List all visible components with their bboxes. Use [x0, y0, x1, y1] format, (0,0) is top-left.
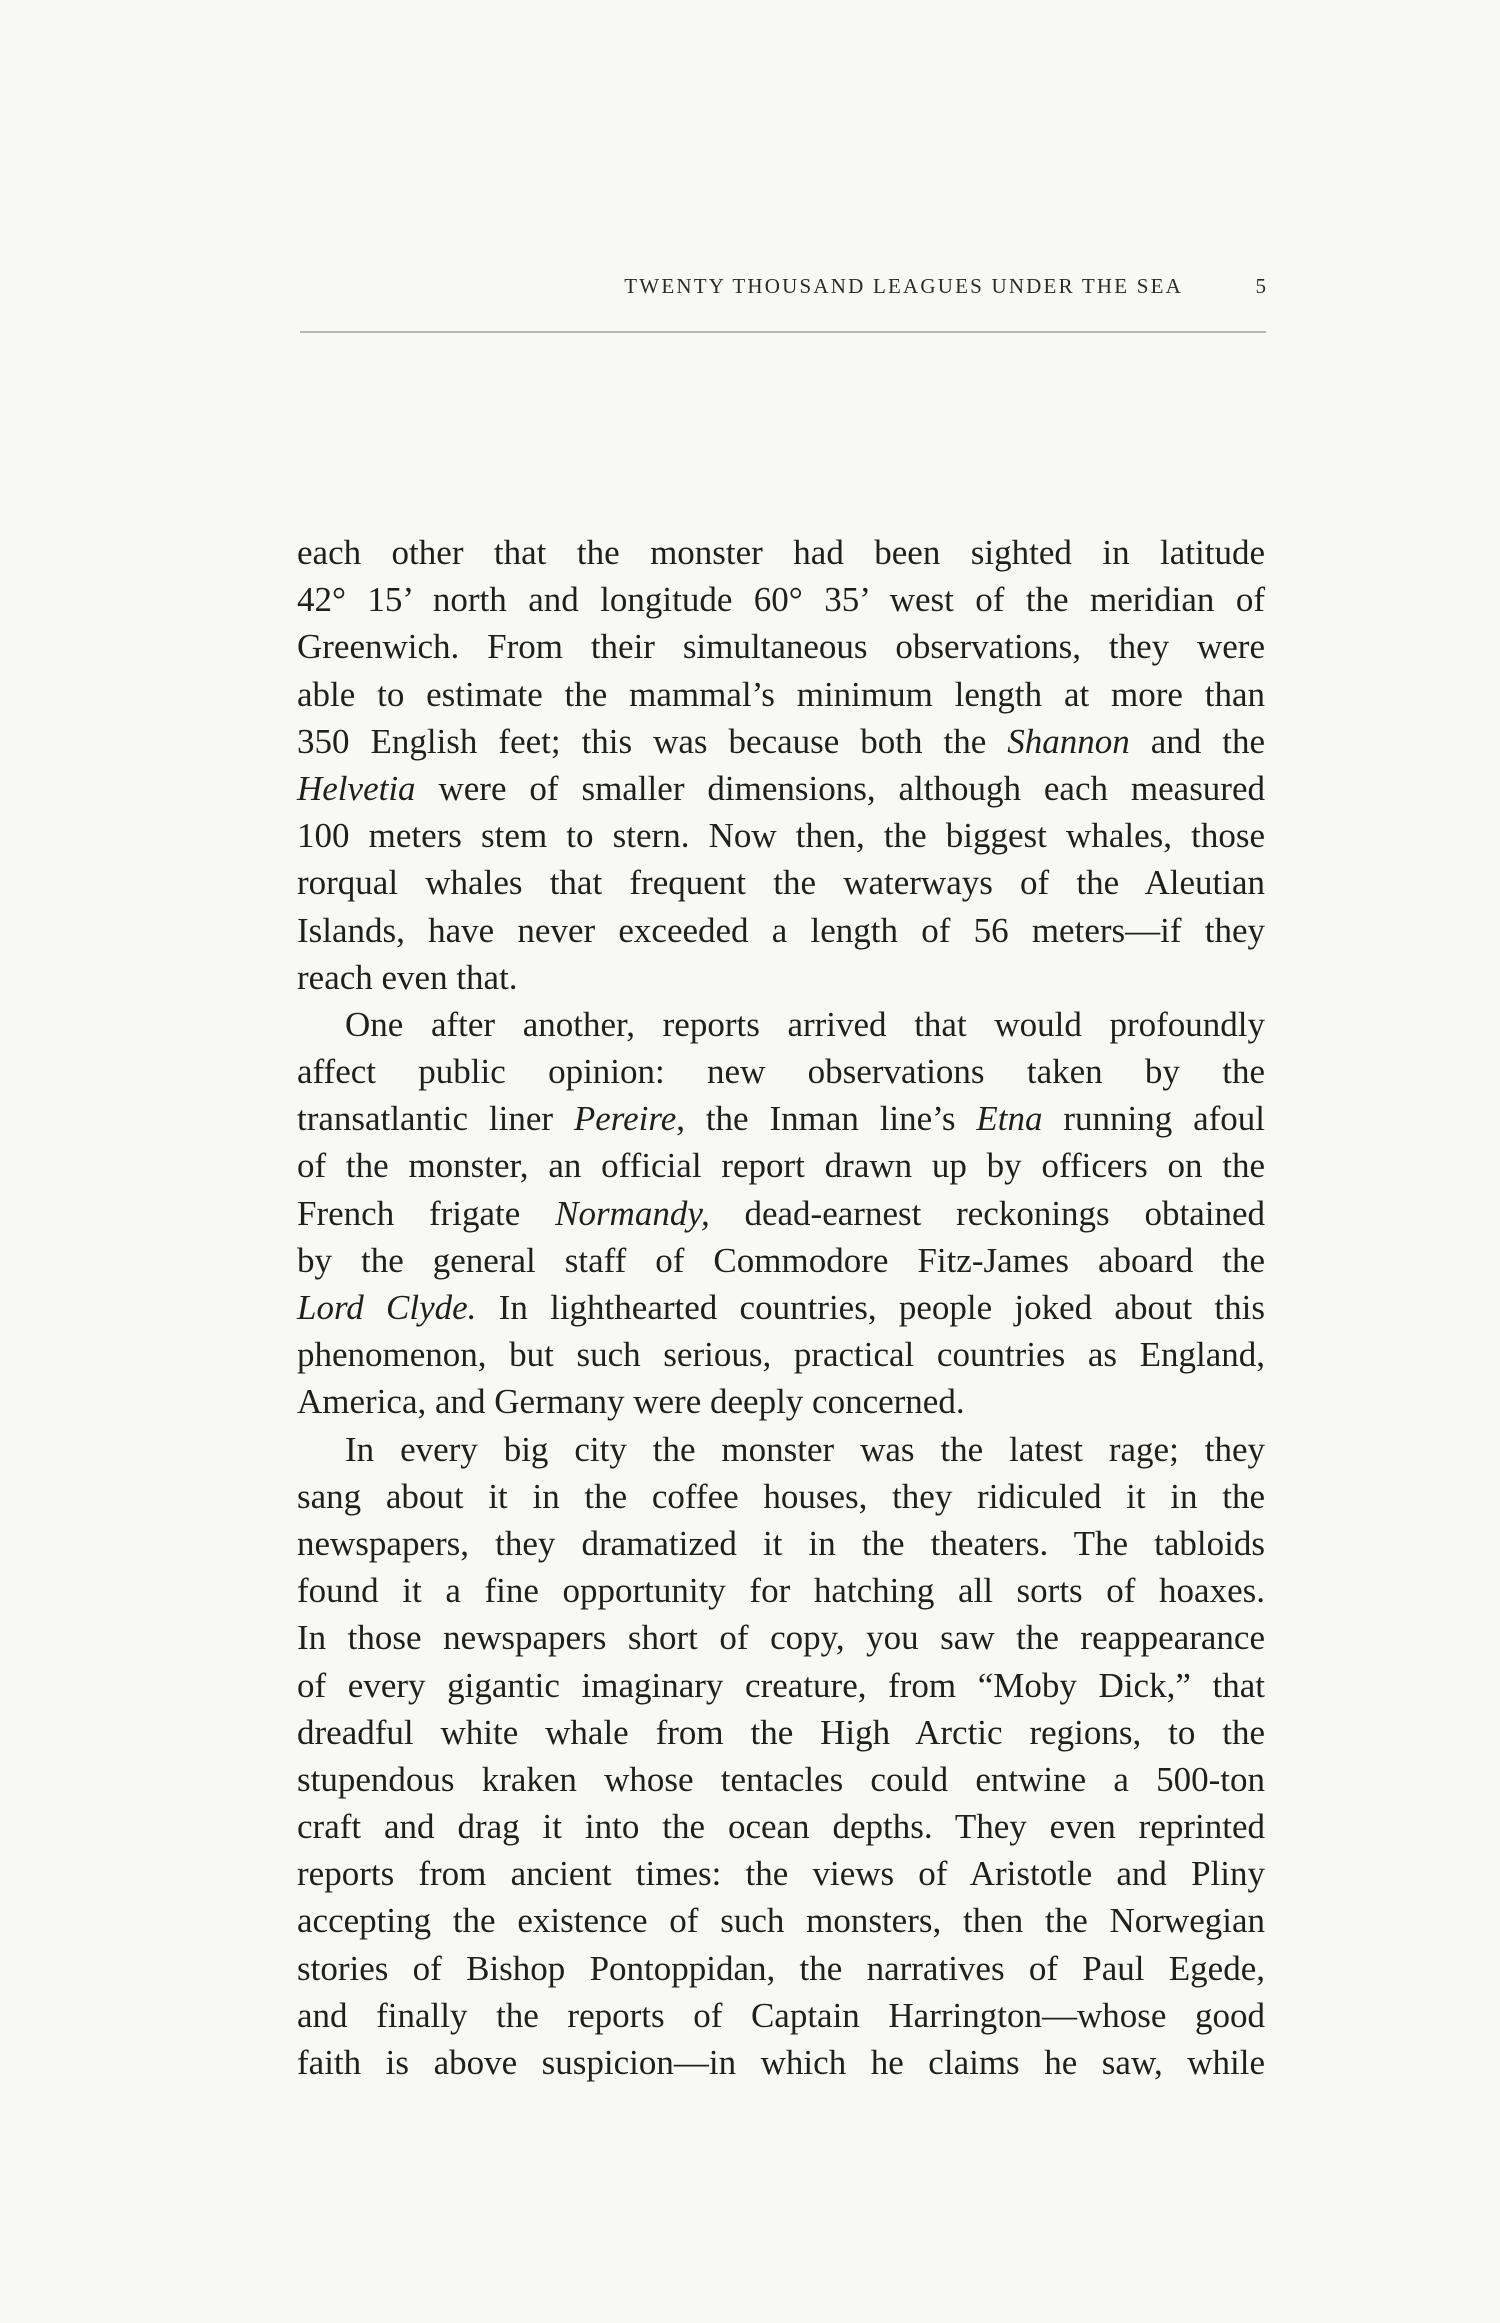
text-line: stories of Bishop Pontoppidan, the narratives of Paul Egede,	[297, 1948, 1265, 1988]
text-line: Islands, have never exceeded a length of 56 meters—if they	[297, 910, 1265, 950]
text-line	[297, 1190, 1265, 1237]
text-line: by the general staff of Commodore Fitz-James aboard the	[297, 1240, 1265, 1280]
text-line: affect public opinion: new observations taken by the	[297, 1052, 1265, 1092]
text-line: and finally the reports of Captain Harrington—whose good	[297, 1995, 1265, 2035]
text-line: stupendous kraken whose tentacles could entwine a 500-ton	[297, 1759, 1265, 1799]
text-segment: and the	[1129, 721, 1265, 761]
text-line	[297, 765, 1265, 812]
text-line: dreadful white whale from the High Arctic regions, to the	[297, 1712, 1265, 1752]
body-text	[297, 529, 1265, 2086]
running-header	[300, 274, 1266, 306]
text-segment: transatlantic liner	[297, 1099, 574, 1139]
text-segment: 350 English feet; this was because both the	[297, 721, 1008, 761]
text-segment: were of smaller dimensions, although each measured	[415, 768, 1265, 808]
text-line: sang about it in the coffee houses, they ridiculed it in the	[297, 1476, 1265, 1516]
text-line: of every gigantic imaginary creature, from “Moby Dick,” that	[297, 1665, 1265, 1705]
text-segment: In lighthearted countries, people joked about this	[476, 1288, 1265, 1327]
header-rule	[300, 331, 1266, 333]
text-segment: , the Inman line’s	[676, 1099, 977, 1139]
text-line: faith is above suspicion—in which he claims he saw, while	[297, 2043, 1265, 2082]
ship-name: Etna	[976, 1099, 1043, 1139]
page-number: 5	[1255, 274, 1266, 298]
text-line: accepting the existence of such monsters, then the Norwegian	[297, 1901, 1265, 1941]
text-line	[297, 1284, 1265, 1331]
ship-name: Lord Clyde.	[297, 1288, 477, 1327]
text-segment: running afoul	[1042, 1099, 1265, 1139]
text-line	[297, 1095, 1265, 1142]
text-line: America, and Germany were deeply concerned.	[297, 1382, 965, 1422]
text-line: each other that the monster had been sighted in latitude	[297, 533, 1265, 572]
text-line: Greenwich. From their simultaneous observations, they were	[297, 627, 1265, 667]
text-line: 100 meters stem to stern. Now then, the biggest whales, those	[297, 816, 1265, 856]
text-line: In every big city the monster was the latest rage; they	[345, 1429, 1265, 1469]
text-line: One after another, reports arrived that would profoundly	[345, 1004, 1265, 1044]
ship-name: Shannon	[1007, 721, 1130, 761]
ship-name: Helvetia	[297, 768, 416, 808]
text-line: rorqual whales that frequent the waterways of the Aleutian	[297, 863, 1265, 903]
ship-name: Pereire	[573, 1099, 677, 1139]
text-segment: dead-earnest reckonings obtained	[709, 1193, 1265, 1233]
text-line: able to estimate the mammal’s minimum length at more than	[297, 674, 1265, 714]
text-line: reports from ancient times: the views of Aristotle and Pliny	[297, 1854, 1265, 1894]
text-line: of the monster, an official report drawn up by officers on the	[297, 1146, 1265, 1186]
text-line: craft and drag it into the ocean depths. They even reprinted	[297, 1807, 1265, 1847]
ship-name: Normandy,	[555, 1193, 710, 1233]
text-line: 42° 15’ north and longitude 60° 35’ west of the meridian of	[297, 580, 1265, 620]
text-line: In those newspapers short of copy, you saw the reappearance	[297, 1618, 1265, 1658]
text-line: found it a fine opportunity for hatching all sorts of hoaxes.	[297, 1571, 1265, 1611]
text-line: reach even that.	[297, 957, 518, 997]
text-line: newspapers, they dramatized it in the theaters. The tabloids	[297, 1523, 1265, 1563]
text-line: phenomenon, but such serious, practical countries as England,	[297, 1335, 1265, 1375]
running-title: TWENTY THOUSAND LEAGUES UNDER THE SEA	[624, 274, 1183, 298]
text-segment: French frigate	[297, 1193, 556, 1233]
text-line	[297, 718, 1265, 765]
